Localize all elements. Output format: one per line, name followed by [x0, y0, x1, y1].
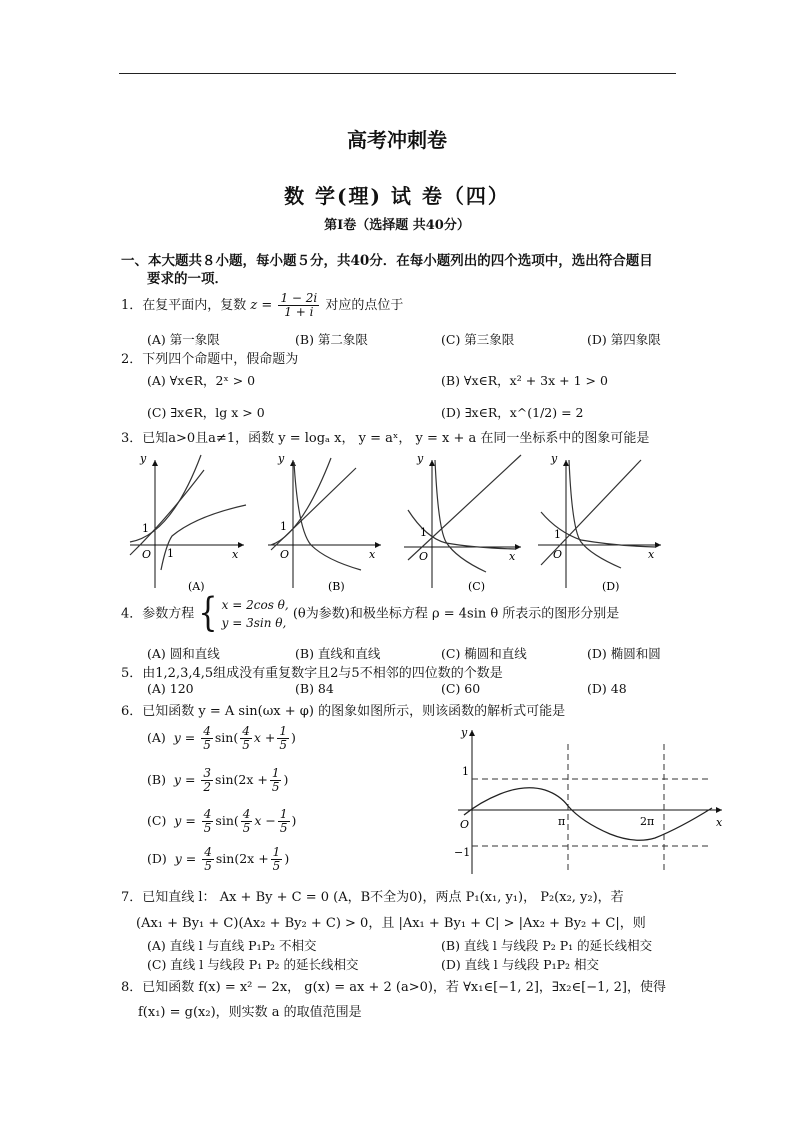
question-7-line-2: (Ax₁ + By₁ + C)(Ax₂ + By₂ + C) > 0，且 |Ax₁ + By₁ + C| > |Ax₂ + By₂ + C|，则	[136, 916, 646, 931]
q4-brace: {	[198, 590, 218, 637]
q3d-y: y	[551, 452, 558, 465]
q3a-x: x	[232, 548, 239, 561]
q6a-coef	[201, 725, 213, 752]
q6c-coef-d: 5	[203, 821, 212, 835]
q6c-mid: sin(	[215, 813, 239, 828]
q6b-end: )	[283, 772, 289, 787]
q1-fraction	[278, 292, 319, 319]
q6d-label: (D)	[147, 851, 167, 866]
q3c-label: (C)	[468, 580, 485, 593]
question-4	[121, 590, 620, 637]
q4-option-b[interactable]: (B) 直线和直线	[295, 646, 381, 661]
q5-option-c[interactable]: (C) 60	[441, 681, 481, 696]
q3b-y: y	[278, 452, 285, 465]
q6b-p-d: 5	[271, 780, 280, 794]
header-rule	[119, 73, 676, 74]
q6-option-b[interactable]: (B) y = $\frac{3}{2}$ sin(2x + $\frac{1}{5}$ )	[147, 766, 289, 794]
q3-graph-a	[130, 452, 246, 593]
q3a-one-y: 1	[142, 522, 149, 535]
q6a-p-n: 1	[279, 724, 287, 738]
q4-line-2: y = 3sin θ,	[221, 616, 287, 630]
q7-option-b[interactable]: (B) 直线 l 与线段 P₂ P₁ 的延长线相交	[441, 938, 653, 953]
section-instructions	[121, 252, 653, 288]
question-1	[121, 292, 403, 319]
q6d-mid: sin(2x +	[215, 851, 269, 866]
q6-neg-one: −1	[454, 846, 471, 859]
q6a-p	[277, 725, 289, 752]
q6d-end: )	[284, 851, 290, 866]
q5-option-d[interactable]: (D) 48	[587, 681, 627, 696]
q6d-p	[271, 846, 283, 873]
q6b-mid: sin(2x +	[215, 772, 268, 787]
q4-option-a[interactable]: (A) 圆和直线	[147, 646, 220, 661]
question-5: 5．由1,2,3,4,5组成没有重复数字且2与5不相邻的四位数的个数是	[121, 666, 503, 681]
q3b-label: (B)	[328, 580, 345, 593]
q1-numerator: 1 − 2i	[280, 291, 318, 305]
q6d-p-n: 1	[272, 845, 281, 859]
q3a-y: y	[140, 452, 147, 465]
q4-option-d[interactable]: (D) 椭圆和圆	[587, 646, 661, 661]
q1-prefix: 1．在复平面内，复数	[121, 298, 247, 313]
q6c-p	[278, 808, 290, 835]
q6c-w-d: 5	[242, 821, 251, 835]
q6d-coef-d: 5	[204, 859, 212, 873]
q6a-coef-n: 4	[203, 724, 211, 738]
q3-graph-d	[538, 452, 661, 593]
question-8-line-1: 8．已知函数 f(x) = x² − 2x， g(x) = ax + 2 (a>0)，若 ∀x₁∈[−1, 2]，∃x₂∈[−1, 2]，使得	[121, 980, 666, 995]
q1-z: z =	[250, 298, 273, 313]
q6a-w	[240, 725, 252, 752]
q7-option-a[interactable]: (A) 直线 l 与直线 P₁P₂ 不相交	[147, 938, 317, 953]
q6-option-c[interactable]: (C) y = $\frac{4}{5}$ sin( $\frac{4}{5}$ x − $\frac{1}{5}$ )	[147, 807, 297, 835]
q3c-one: 1	[420, 526, 427, 539]
q6-option-a[interactable]: (A) y = $\frac{4}{5}$ sin( $\frac{4}{5}$ x + $\frac{1}{5}$ )	[147, 724, 296, 752]
q6c-end: )	[291, 813, 297, 828]
q6-graph	[450, 722, 730, 878]
q3a-one-x: 1	[167, 547, 174, 560]
q3b-x: x	[369, 548, 376, 561]
q1-option-b[interactable]: (B) 第二象限	[295, 332, 368, 347]
q2-option-a[interactable]: (A) ∀x∈R，2ˣ > 0	[147, 373, 256, 388]
q6c-w	[241, 808, 253, 835]
q6c-p-d: 5	[279, 821, 288, 835]
q4-line-1: x = 2cos θ,	[221, 598, 289, 612]
q5-option-b[interactable]: (B) 84	[295, 681, 334, 696]
q1-option-c[interactable]: (C) 第三象限	[441, 332, 515, 347]
q3b-one: 1	[280, 520, 287, 533]
q3d-one: 1	[554, 528, 561, 541]
q6-option-d[interactable]: (D) y = $\frac{4}{5}$ sin(2x + $\frac{1}{5}$ )	[147, 845, 290, 873]
q3-graphs	[126, 450, 671, 598]
q6c-p-n: 1	[279, 807, 288, 821]
q3d-x: x	[648, 548, 655, 561]
q6d-coef-n: 4	[204, 845, 212, 859]
section-line-1: 一、本大题共８小题，每小题５分，共40分．在每小题列出的四个选项中，选出符合题目	[121, 253, 653, 269]
q6a-mid: sin(	[214, 730, 239, 745]
q1-option-d[interactable]: (D) 第四象限	[587, 332, 661, 347]
q6-x: x	[716, 816, 723, 829]
q2-option-c[interactable]: (C) ∃x∈R，lg x > 0	[147, 405, 265, 420]
q2-option-d[interactable]: (D) ∃x∈R，x^(1/2) = 2	[441, 405, 584, 420]
q6b-p-n: 1	[271, 766, 280, 780]
question-8-line-2: f(x₁) = g(x₂)，则实数 a 的取值范围是	[138, 1005, 362, 1020]
q3d-label: (D)	[602, 580, 620, 593]
q6b-p	[270, 767, 282, 794]
q6-one: 1	[462, 765, 469, 778]
q6b-label: (B)	[147, 772, 166, 787]
q3-graph-c	[404, 452, 521, 593]
q6a-w-d: 5	[242, 738, 250, 752]
question-6: 6．已知函数 y = A sin(ωx + φ) 的图象如图所示，则该函数的解析式可能是	[121, 704, 566, 719]
question-2: 2．下列四个命题中，假命题为	[121, 352, 299, 367]
q6d-p-d: 5	[272, 859, 281, 873]
q3a-label: (A)	[188, 580, 205, 593]
q6a-label: (A)	[147, 730, 166, 745]
q3c-o: O	[419, 550, 429, 563]
q6a-x: x +	[253, 730, 276, 745]
q6c-x: x −	[254, 813, 276, 828]
q6-o: O	[460, 818, 470, 831]
q6b-coef	[201, 767, 213, 794]
q6a-w-n: 4	[242, 724, 250, 738]
q4-system	[222, 596, 289, 632]
q6a-p-d: 5	[279, 738, 287, 752]
q4-prefix: 4．参数方程	[121, 606, 195, 622]
q2-option-b[interactable]: (B) ∀x∈R，x² + 3x + 1 > 0	[441, 373, 608, 388]
q5-option-a[interactable]: (A) 120	[147, 681, 194, 696]
q3a-o: O	[142, 548, 152, 561]
q6a-coef-d: 5	[203, 738, 211, 752]
exam-subtitle: 数 学(理) 试 卷（四）	[284, 184, 510, 208]
q3-graph-b	[268, 452, 381, 593]
q3d-o: O	[553, 548, 563, 561]
q4-suffix: (θ为参数)和极坐标方程 ρ = 4sin θ 所表示的图形分别是	[292, 606, 620, 622]
exam-title: 高考冲刺卷	[347, 128, 447, 152]
q1-option-a[interactable]: (A) 第一象限	[147, 332, 220, 347]
q1-suffix: 对应的点位于	[325, 298, 404, 313]
q3c-x: x	[509, 550, 516, 563]
q6c-coef	[202, 808, 214, 835]
part-heading: 第Ⅰ卷（选择题 共40分）	[324, 218, 470, 233]
q1-denominator: 1 + i	[284, 305, 314, 319]
q4-option-c[interactable]: (C) 椭圆和直线	[441, 646, 527, 661]
q6c-w-n: 4	[242, 807, 251, 821]
question-7-line-1: 7．已知直线 l： Ax + By + C = 0 (A，B不全为0)，两点 P₁(x₁, y₁)， P₂(x₂, y₂)，若	[121, 890, 624, 905]
q6b-coef-n: 3	[203, 766, 212, 780]
q7-option-d[interactable]: (D) 直线 l 与线段 P₁P₂ 相交	[441, 957, 599, 972]
question-3: 3．已知a>0且a≠1，函数 y = logₐ x， y = aˣ， y = x + a 在同一坐标系中的图象可能是	[121, 431, 650, 446]
q3b-o: O	[280, 548, 290, 561]
q6-y: y	[461, 726, 468, 739]
q6-pi: π	[558, 815, 566, 828]
q3c-y: y	[417, 452, 424, 465]
q7-option-c[interactable]: (C) 直线 l 与线段 P₁ P₂ 的延长线相交	[147, 957, 359, 972]
q6b-coef-d: 2	[203, 780, 212, 794]
q6d-coef	[202, 846, 214, 873]
section-line-2: 要求的一项．	[147, 271, 228, 287]
q6c-label: (C)	[147, 813, 167, 828]
q6c-coef-n: 4	[203, 807, 212, 821]
q6-two-pi: 2π	[640, 815, 655, 828]
q6a-end: )	[291, 730, 296, 745]
